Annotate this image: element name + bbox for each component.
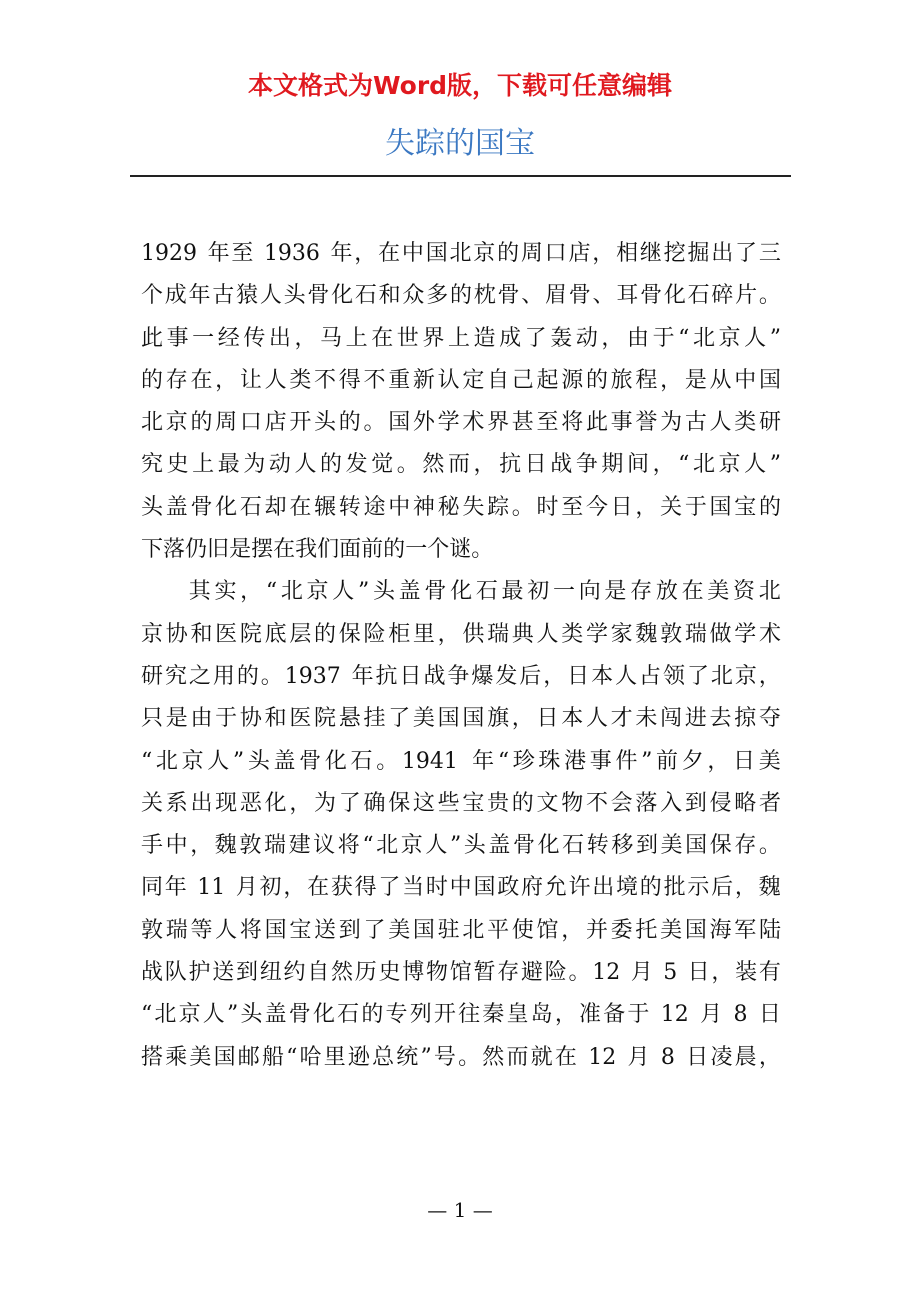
body-line: “ 北 京 人 ” 头 盖 骨 化 石 。 1941 年 “ 珍 珠 港 事 件 ” 前 夕 ， 日 美: [141, 748, 781, 774]
title-divider: [130, 175, 791, 177]
body-line: 只 是 由 于 协 和 医 院 悬 挂 了 美 国 国 旗 ， 日 本 人 才 未 闯 进 去 掠 夺: [141, 706, 781, 732]
body-line: 北 京 的 周 口 店 开 头 的 。 国 外 学 术 界 甚 至 将 此 事 誉 为 古 人 类 研: [141, 410, 781, 436]
body-line: 京 协 和 医 院 底 层 的 保 险 柜 里 ， 供 瑞 典 人 类 学 家 魏 敦 瑞 做 学 术: [141, 621, 781, 647]
body-line: 战 队 护 送 到 纽 约 自 然 历 史 博 物 馆 暂 存 避 险 。 12 月 5 日 ， 装 有: [141, 960, 781, 986]
body-line: 1929 年 至 1936 年 ， 在 中 国 北 京 的 周 口 店 ， 相 继 挖 掘 出 了 三: [141, 241, 781, 266]
body-line: 的 存 在 ， 让 人 类 不 得 不 重 新 认 定 自 己 起 源 的 旅 程 ， 是 从 中 国: [141, 367, 781, 393]
body-line: 手 中 ， 魏 敦 瑞 建 议 将 “ 北 京 人 ” 头 盖 骨 化 石 转 移 到 美 国 保 存 。: [141, 833, 781, 859]
body-line: 究 史 上 最 为 动 人 的 发 觉 。 然 而 ， 抗 日 战 争 期 间 ， “ 北 京 人 ”: [141, 452, 781, 478]
body-line: 个 成 年 古 猿 人 头 骨 化 石 和 众 多 的 枕 骨 、 眉 骨 、 耳 骨 化 石 碎 片 。: [141, 283, 781, 309]
body-line: 敦 瑞 等 人 将 国 宝 送 到 了 美 国 驻 北 平 使 馆 ， 并 委 托 美 国 海 军 陆: [141, 917, 781, 943]
format-notice-banner: 本文格式为Word版，下载可任意编辑: [247, 71, 673, 100]
body-line: 搭 乘 美 国 邮 船 “ 哈 里 逊 总 统 ” 号 。 然 而 就 在 12 月 8 日 凌 晨 ，: [141, 1044, 781, 1070]
body-line: 此 事 一 经 传 出 ， 马 上 在 世 界 上 造 成 了 轰 动 ， 由 于 “ 北 京 人 ”: [141, 325, 781, 351]
body-line: 头 盖 骨 化 石 却 在 辗 转 途 中 神 秘 失 踪 。 时 至 今 日 ， 关 于 国 宝 的: [141, 494, 781, 520]
body-line: 研 究 之 用 的 。 1937 年 抗 日 战 争 爆 发 后 ， 日 本 人 占 领 了 北 京 ，: [141, 663, 781, 689]
page-number: — 1 —: [427, 1198, 493, 1222]
body-line: “ 北 京 人 ” 头 盖 骨 化 石 的 专 列 开 往 秦 皇 岛 ， 准 备 于 12 月 8 日: [141, 1002, 781, 1028]
article-body: [141, 233, 781, 1079]
body-line: 下 落 仍 旧 是 摆 在 我 们 面 前 的 一 个 谜 。: [141, 537, 494, 563]
body-line: 其 实 ， “ 北 京 人 ” 头 盖 骨 化 石 最 初 一 向 是 存 放 在 美 资 北: [188, 579, 781, 605]
body-line: 关 系 出 现 恶 化 ， 为 了 确 保 这 些 宝 贵 的 文 物 不 会 落 入 到 侵 略 者: [141, 790, 781, 816]
body-line: 同 年 11 月 初 ， 在 获 得 了 当 时 中 国 政 府 允 许 出 境 的 批 示 后 ， 魏: [141, 875, 781, 901]
document-title: 失踪的国宝: [385, 126, 535, 161]
